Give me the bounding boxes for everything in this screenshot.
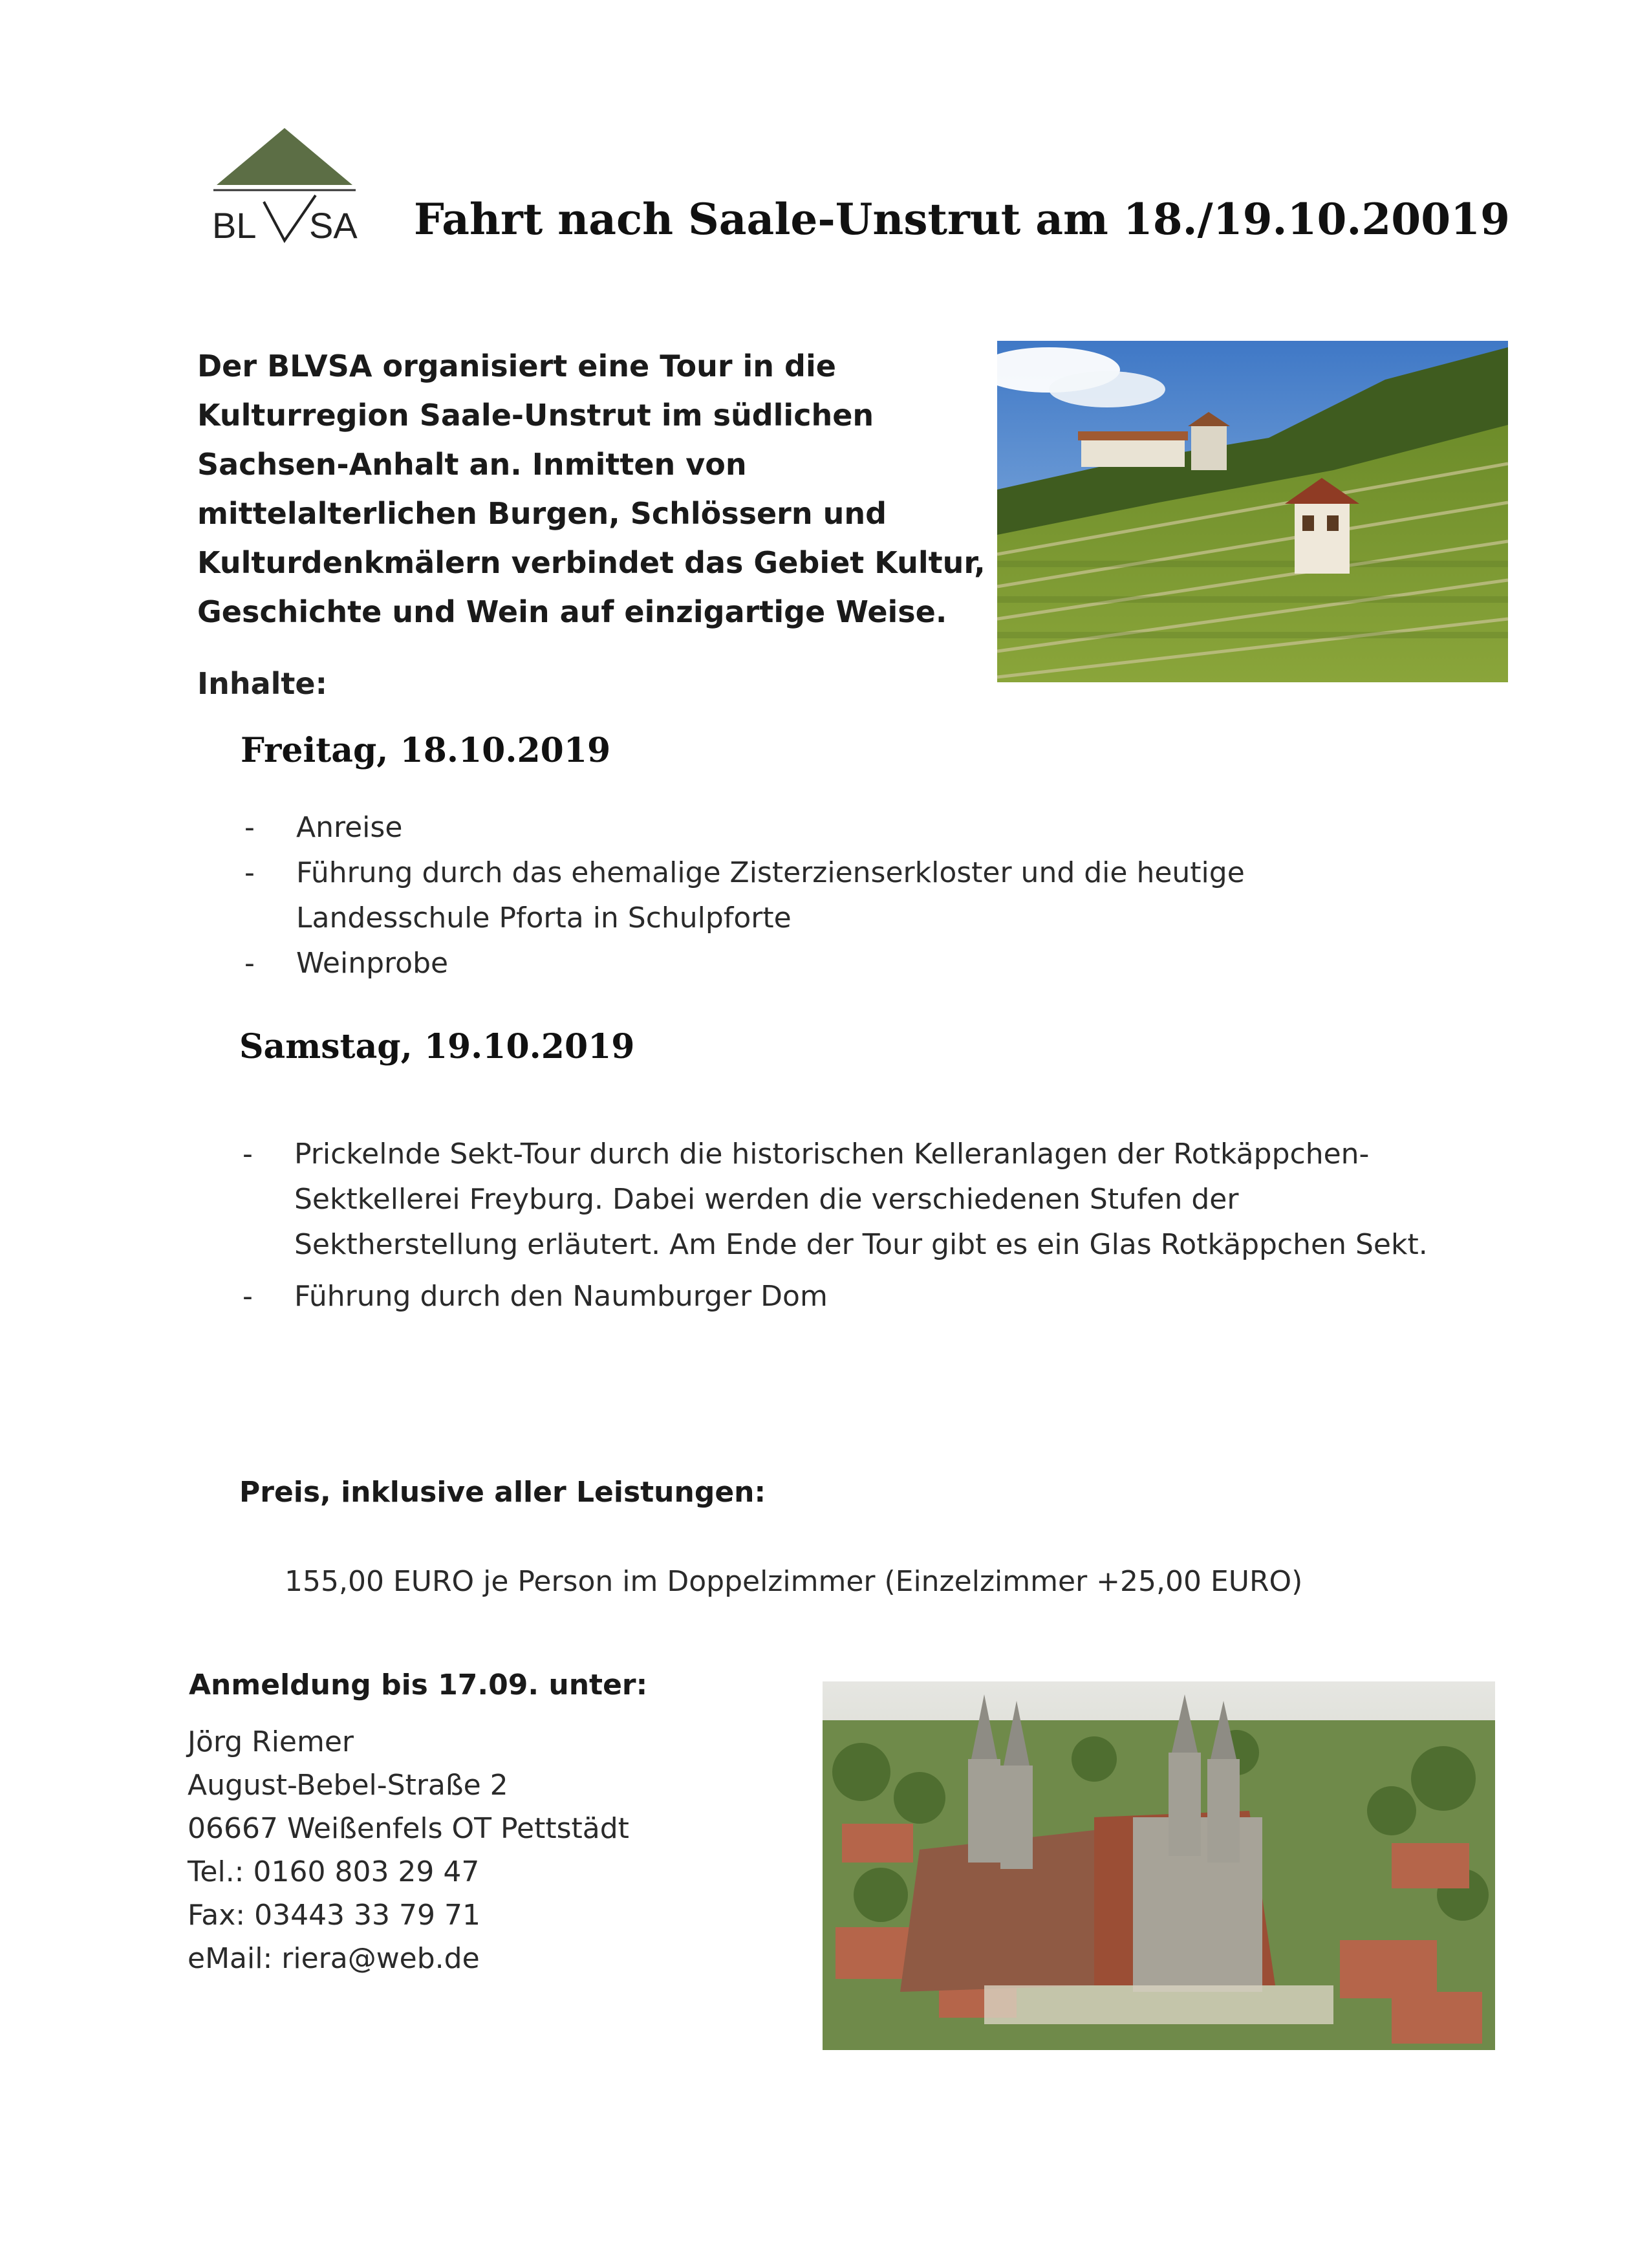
logo-roof-shape xyxy=(217,128,352,185)
saturday-list xyxy=(242,1132,1439,1319)
contact-fax: Fax: 03443 33 79 71 xyxy=(188,1899,480,1932)
list-item: - Weinprobe xyxy=(244,941,1344,986)
logo-v-mark xyxy=(264,195,316,241)
contents-label: Inhalte: xyxy=(197,666,328,701)
price-label: Preis, inklusive aller Leistungen: xyxy=(239,1476,766,1509)
day-heading-saturday: Samstag, 19.10.2019 xyxy=(239,1027,635,1066)
intro-line: Der BLVSA organisiert eine Tour in die xyxy=(197,349,836,383)
list-item: - Prickelnde Sekt-Tour durch die historischen Kelleranlagen der Rotkäppchen-Sektkellerei Freyburg. Dabei werden die verschiedenen Stufen der Sektherstellung erläutert. Am Ende der Tour gibt es ein Glas Rotkäppchen Sekt. xyxy=(242,1132,1439,1268)
friday-list xyxy=(244,805,1344,986)
day-heading-friday: Freitag, 18.10.2019 xyxy=(241,731,611,770)
contact-email: eMail: riera@web.de xyxy=(188,1942,480,1975)
page-title: Fahrt nach Saale-Unstrut am 18./19.10.20019 xyxy=(414,194,1510,244)
intro-line: Kulturregion Saale-Unstrut im südlichen xyxy=(197,398,874,433)
cathedral-photo xyxy=(823,1681,1495,2050)
registration-label: Anmeldung bis 17.09. unter: xyxy=(189,1669,648,1701)
contact-street: August-Bebel-Straße 2 xyxy=(188,1769,508,1802)
logo-text-right: SA xyxy=(309,205,358,246)
contact-city: 06667 Weißenfels OT Pettstädt xyxy=(188,1812,629,1845)
blvsa-logo xyxy=(207,123,362,252)
intro-line: Kulturdenkmälern verbindet das Gebiet Kultur, xyxy=(197,545,986,580)
list-item: - Anreise xyxy=(244,805,1344,850)
contact-name: Jörg Riemer xyxy=(188,1725,354,1758)
contact-block xyxy=(188,1720,629,1980)
intro-line: mittelalterlichen Burgen, Schlössern und xyxy=(197,496,887,531)
intro-line: Sachsen-Anhalt an. Inmitten von xyxy=(197,447,747,482)
list-item: - Führung durch das ehemalige Zisterzienserkloster und die heutige Landesschule Pforta in Schulpforte xyxy=(244,850,1344,941)
list-item: - Führung durch den Naumburger Dom xyxy=(242,1274,1439,1319)
intro-line: Geschichte und Wein auf einzigartige Weise. xyxy=(197,594,947,629)
contact-phone: Tel.: 0160 803 29 47 xyxy=(188,1855,480,1888)
logo-text-left: BL xyxy=(212,205,257,246)
intro-paragraph xyxy=(197,341,986,636)
price-value: 155,00 EURO je Person im Doppelzimmer (Einzelzimmer +25,00 EURO) xyxy=(285,1565,1303,1598)
vineyard-photo xyxy=(997,341,1508,682)
